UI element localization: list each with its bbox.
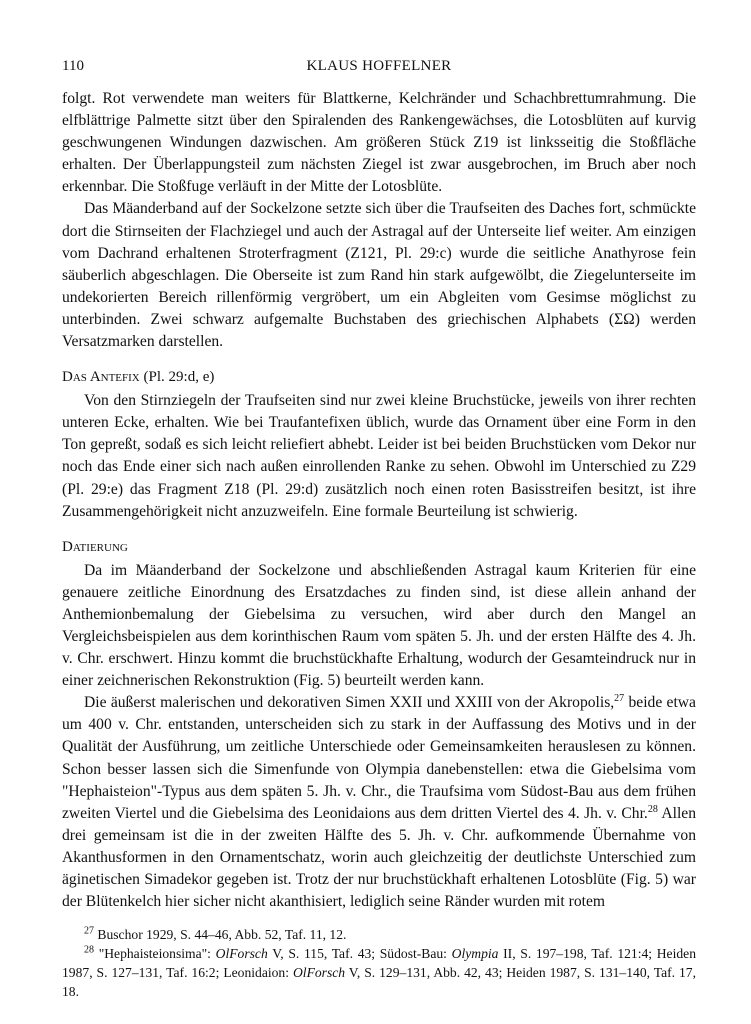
- heading-datierung-title: Datierung: [62, 538, 128, 555]
- footnote-ref-28[interactable]: 28: [647, 803, 658, 815]
- page-header: [62, 58, 696, 80]
- footnote-28-text-c: II, S. 197–198, Taf. 121:4; Heiden 1987, S. 127–131, Taf. 16:2; Leonidaion:: [62, 946, 696, 981]
- section-heading-antefix: [62, 367, 696, 387]
- body-text: [62, 88, 696, 913]
- paragraph-antefix: Von den Stirnziegeln der Traufseiten sind nur zwei kleine Bruchstücke, jeweils von ihrer rechten unteren Ecke, erhalten. Wie bei Traufantefixen üblich, wurde das Ornament über eine Form in den Ton gepreßt, sodaß es sich leicht reliefiert abhebt. Leider ist bei beiden Bruchstücken vom Dekor nur noch das Ende einer sich nach außen einrollenden Ranke zu sehen. Obwohl im Unterschied zu Z29 (Pl. 29:e) das Fragment Z18 (Pl. 29:d) zusätzlich noch einen roten Basisstreifen besitzt, ist ihre Zusammengehörigkeit nicht anzuzweifeln. Eine formale Beurteilung ist schwierig.: [62, 392, 696, 520]
- paragraph-datierung: Da im Mäanderband der Sockelzone und abschließenden Astragal kaum Kriterien für eine genauere zeitliche Einordnung des Ersatzdaches zu finden sind, ist diese allein anhand der Anthemionbemalung der Giebelsima zu versuchen, wird aber durch den Mangel an Vergleichsbeispielen aus dem korinthischen Raum vom späten 5. Jh. und der ersten Hälfte des 4. Jh. v. Chr. erschwert. Hinzu kommt die bruchstückhafte Erhaltung, wodurch der Gesamteindruck nur in einer zeichnerischen Rekonstruktion (Fig. 5) beurteilt werden kann.: [62, 561, 696, 690]
- paragraph-continued: folgt. Rot verwendete man weiters für Blattkerne, Kelchränder und Schachbrettumrahmung. Die elfblättrige Palmette sitzt über den Spiralenden des Rankengewächses, die Lotosblüten auf kurvig geschwungenen Windungen dazwischen. Am größeren Stück Z19 ist linksseitig die Stoßfläche erhalten. Der Überlappungsteil zum nächsten Ziegel ist zwar ausgebrochen, im Bruch aber noch erkennbar. Die Stoßfuge verläuft in der Mitte der Lotosblüte.: [62, 90, 696, 196]
- simen-text-c: Allen drei gemeinsam ist die in der zweiten Hälfte des 5. Jh. v. Chr. aufkommende Übernahme von Akanthusformen in den Ornamentschatz, worin auch gleichzeitig der deutlichste Unterschied zum äginetischen Simadekor gegeben ist. Trotz der nur bruchstückhaft erhaltenen Lotosblüte (Fig. 5) war der Blütenkelch hier sicher nicht akanthisiert, lediglich seine Ränder wurden mit rotem: [62, 804, 697, 911]
- simen-text-b: beide etwa um 400 v. Chr. entstanden, unterscheiden sich zu stark in der Auffassung des Motivs und in der Qualität der Ausführung, um zeitliche Unterschiede oder Gemeinsamkeiten herauslesen zu können. Schon besser lassen sich die Simenfunde von Olympia danebenstellen: etwa die Giebelsima vom "Hephaisteion"-Typus aus dem späten 5. Jh. v. Chr., die Traufsima vom Südost-Bau aus dem frühen zweiten Viertel und die Giebelsima des Leonidaions aus dem dritten Viertel des 4. Jh. v. Chr.: [62, 694, 696, 822]
- footnote-28-italic-3: OlForsch: [292, 965, 346, 981]
- paragraph-maeanderband: Das Mäanderband auf der Sockelzone setzte sich über die Traufseiten des Daches fort, schmückte dort die Stirnseiten der Flachziegel und auch der Astragal auf der Unterseite lief weiter. Am einzigen vom Dachrand erhaltenen Stroterfragment (Z121, Pl. 29:c) wurde die seitliche Anathyrose fein säuberlich abgeschlagen. Die Oberseite ist zum Rand hin stark aufgewölbt, die Ziegelunterseite im undekorierten Bereich rillenförmig vergröbert, um ein Abgleiten vom Gesimse möglichst zu unterbinden. Zwei schwarz aufgemalte Buchstaben des griechischen Alphabets (ΣΩ) werden Versatzmarken darstellen.: [62, 200, 696, 351]
- page: [62, 58, 696, 1001]
- footnote-28-italic-2: Olympia: [451, 946, 499, 962]
- footnote-number-27: 27: [84, 925, 94, 937]
- footnote-28-italic-1: OlForsch: [215, 946, 268, 962]
- paragraph-simen: [62, 692, 696, 913]
- footnote-28: [62, 944, 696, 1001]
- footnote-27-text: Buschor 1929, S. 44–46, Abb. 52, Taf. 11, 12.: [97, 927, 347, 943]
- footnotes: [62, 925, 696, 1001]
- heading-antefix-title: Das Antefix: [62, 369, 140, 386]
- footnote-28-text-d: V, S. 129–131, Abb. 42, 43; Heiden 1987, S. 131–140, Taf. 17, 18.: [62, 965, 696, 1000]
- section-heading-datierung: [62, 537, 696, 557]
- heading-antefix-plate-ref: (Pl. 29:d, e): [139, 369, 215, 386]
- page-number: 110: [62, 58, 84, 74]
- footnote-28-text-a: "Hephaisteionsima":: [98, 946, 216, 962]
- footnote-number-28: 28: [84, 944, 94, 956]
- footnote-28-text-b: V, S. 115, Taf. 43; Südost-Bau:: [267, 946, 452, 962]
- footnote-ref-27[interactable]: 27: [614, 693, 625, 705]
- running-head: KLAUS HOFFELNER: [306, 58, 452, 74]
- footnote-27: [62, 925, 696, 944]
- simen-text-a: Die äußerst malerischen und dekorativen Simen XXII und XXIII von der Akropolis,: [84, 694, 615, 712]
